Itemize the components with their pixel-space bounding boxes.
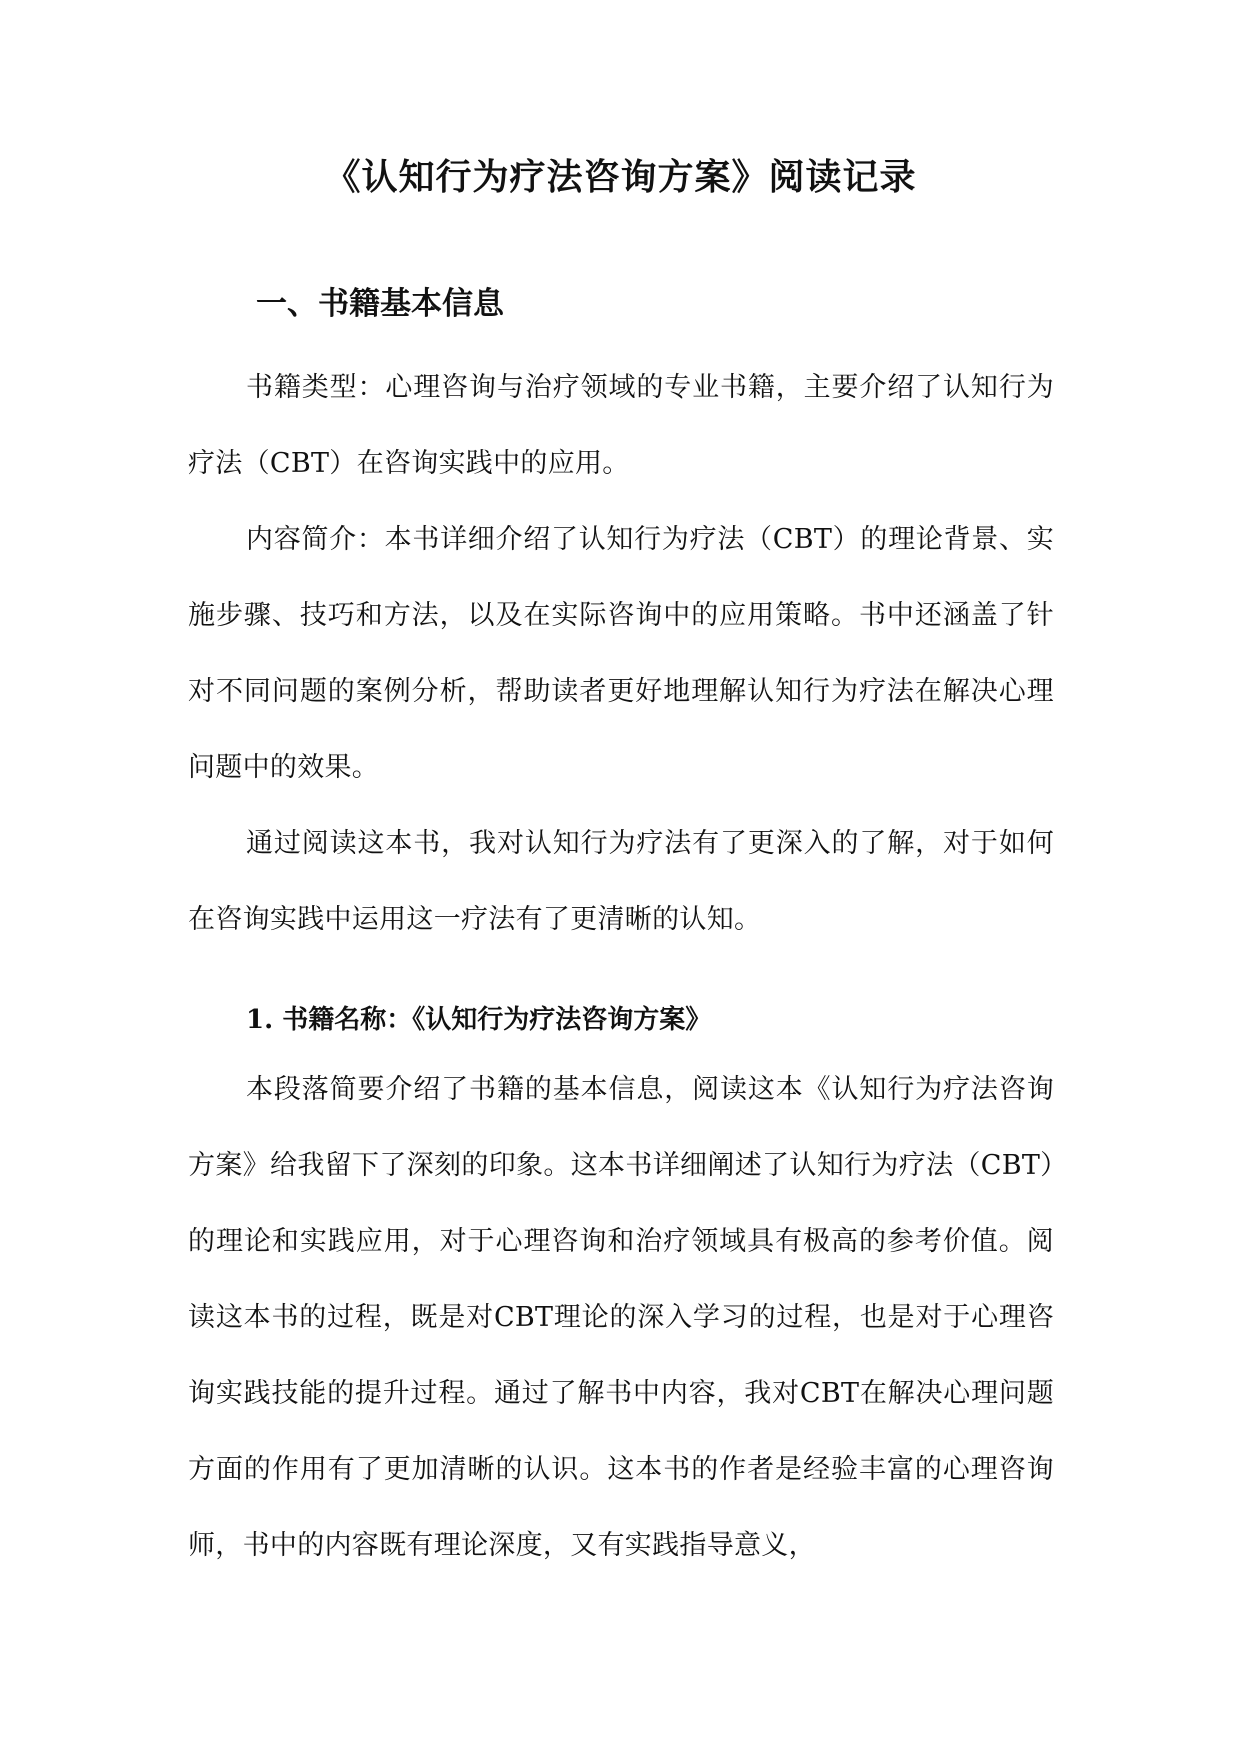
paragraph-book-impression: 本段落简要介绍了书籍的基本信息，阅读这本《认知行为疗法咨询方案》给我留下了深刻的印象。这本书详细阐述了认知行为疗法（CBT）的理论和实践应用，对于心理咨询和治疗领域具有极高的参考价值。阅读这本书的过程，既是对CBT理论的深入学习的过程，也是对于心理咨询实践技能的提升过程。通过了解书中内容，我对CBT在解决心理问题方面的作用有了更加清晰的认识。这本书的作者是经验丰富的心理咨询师，书中的内容既有理论深度，又有实践指导意义， [188,1074,1054,1561]
paragraph-book-type: 书籍类型：心理咨询与治疗领域的专业书籍，主要介绍了认知行为疗法（CBT）在咨询实践中的应用。 [188,372,1054,479]
section-heading-basic-info: 一、书籍基本信息 [256,286,504,322]
subheading-book-name: 1. 书籍名称：《认知行为疗法咨询方案》 [246,1005,712,1035]
document-title: 《认知行为疗法咨询方案》阅读记录 [324,156,917,198]
paragraph-content-summary: 内容简介：本书详细介绍了认知行为疗法（CBT）的理论背景、实施步骤、技巧和方法，以及在实际咨询中的应用策略。书中还涵盖了针对不同问题的案例分析，帮助读者更好地理解认知行为疗法在解决心理问题中的效果。 [188,524,1054,783]
paragraph-reading-reflection: 通过阅读这本书，我对认知行为疗法有了更深入的了解，对于如何在咨询实践中运用这一疗法有了更清晰的认知。 [188,828,1054,935]
